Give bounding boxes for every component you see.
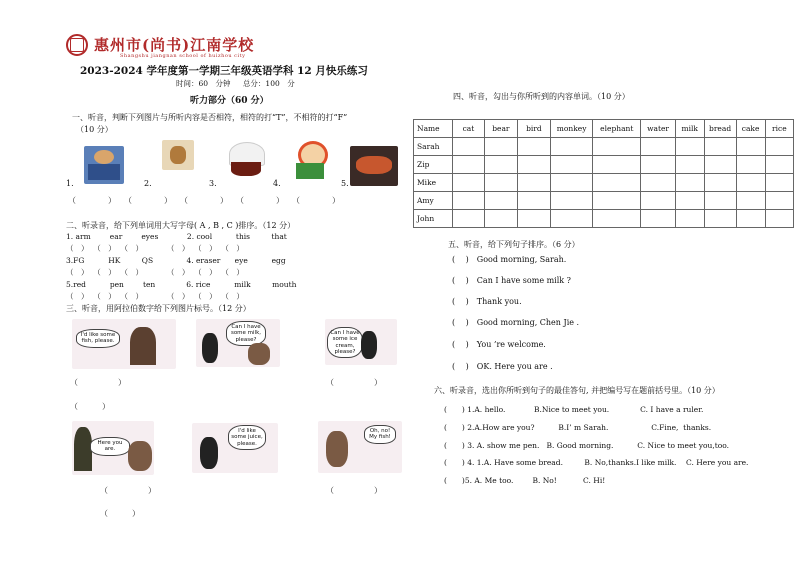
header-elephant: elephant [593,120,641,138]
header-name: Name [414,120,453,138]
q3-picture-2 [196,319,280,367]
q1-num-4: 4. [273,179,281,188]
table-row [414,174,794,192]
q3-picture-3 [325,319,397,365]
q3-answer-5[interactable]: （ ） [100,509,140,518]
q2-row-6[interactable]: （ ） （ ） （ ） （ ） （ ） （ ） [66,292,244,301]
q2-row-5: 5.red pen ten 6. rice milk mouth [66,280,297,289]
q5-item-4[interactable]: ( ) Good morning, Chen Jie . [452,318,580,327]
q1-picture-1 [84,146,124,184]
row-name: Amy [414,192,453,210]
q5-item-6[interactable]: ( ) OK. Here you are . [452,362,553,371]
q1-picture-4 [290,137,330,181]
q3-picture-5 [192,423,278,473]
q3-bubble-2: Can I have some milk, please? [226,321,266,346]
row-name: Mike [414,174,453,192]
q5-item-3[interactable]: ( ) Thank you. [452,297,522,306]
q5-item-2[interactable]: ( ) Can I have some milk ? [452,276,571,285]
q1-num-1: 1. [66,179,74,188]
header-rice: rice [765,120,793,138]
q3-picture-6 [318,421,402,473]
q3-bubble-4: Here you are. [90,437,130,456]
listening-title: 听力部分（60 分） [190,96,269,106]
q3-answer-1[interactable]: （ ） [70,378,126,387]
q3-answer-6[interactable]: （ ） [326,486,382,495]
q6-title: 六、听录音，选出你所听到句子的最佳答句, 并把编号写在题前括号里。（10 分） [434,386,720,395]
q4-title: 四、听音，勾出与你所听到的内容单词。（10 分） [453,92,630,101]
q2-row-3: 3.FG HK QS 4. eraser eye egg [66,256,286,265]
header-cat: cat [453,120,485,138]
header-bird: bird [518,120,551,138]
q6-item-2[interactable]: ( ) 2.A.How are you? B.I’ m Sarah. C.Fine, thanks. [444,423,712,432]
exam-score: 总分：100 分 [242,79,295,88]
table-row [414,138,794,156]
exam-meta [176,78,305,89]
q1-picture-5 [350,146,398,186]
q6-item-5[interactable]: ( )5. A. Me too. B. No! C. Hi! [444,476,606,485]
q2-row-4[interactable]: （ ） （ ） （ ） （ ） （ ） （ ） [66,268,244,277]
q6-item-4[interactable]: ( ) 4. 1.A. Have some bread. B. No,thanks.I like milk. C. Here you are. [444,458,749,467]
q6-item-1[interactable]: ( ) 1.A. hello. B.Nice to meet you. C. I have a ruler. [444,405,704,414]
q3-bubble-5: I'd like some juice, please. [228,425,266,450]
q3-answer-4[interactable]: （ ） [100,486,156,495]
header-cake: cake [736,120,765,138]
q1-num-3: 3. [209,179,217,188]
q3-answer-2[interactable]: （ ） [70,402,110,411]
table-row [414,210,794,228]
q3-title: 三、听音，用阿拉伯数字给下列图片标号。（12 分） [66,304,251,313]
header-bread: bread [704,120,736,138]
table-row [414,192,794,210]
q5-item-5[interactable]: ( ) You ’re welcome. [452,340,546,349]
row-name: Sarah [414,138,453,156]
q5-item-1[interactable]: ( ) Good morning, Sarah. [452,255,567,264]
header-milk: milk [675,120,704,138]
school-name-en: Shangshu jiangnan school of huizhou city [120,53,246,59]
q1-title: 一、听音，判断下列图片与所听内容是否相符，相符的打“T”，不相符的打“F” [72,113,348,122]
q3-bubble-1: I'd like some fish, please. [76,329,120,348]
q3-answer-3[interactable]: （ ） [326,378,382,387]
q2-row-1: 1. arm ear eyes 2. cool this that [66,232,287,241]
q6-item-3[interactable]: ( ) 3. A. show me pen. B. Good morning. C. Nice to meet you,too. [444,441,730,450]
q3-bubble-6: Oh, no! My fish! [364,425,396,444]
q1-answer-row[interactable]: （ ） （ ） （ ） （ ） （ ） [68,196,340,205]
exam-time: 时间：60 分钟 [176,79,231,88]
q1-picture-2 [162,140,194,170]
q5-title: 五、听音，给下列句子排序。（6 分） [448,240,580,249]
q3-bubble-3: Can I have some ice cream, please? [327,327,363,358]
q1-num-5: 5. [341,179,349,188]
header-monkey: monkey [550,120,593,138]
q3-picture-1 [72,319,176,369]
school-name-cn: 惠州市(尚书)江南学校 [94,36,255,54]
row-name: Zip [414,156,453,174]
q1-title-2: （10 分） [76,125,113,134]
q2-row-2[interactable]: （ ） （ ） （ ） （ ） （ ） （ ） [66,244,244,253]
q2-title: 二、听录音，给下列单词用大写字母( A , B , C )排序。（12 分） [66,221,296,230]
q3-picture-4 [72,421,154,475]
page-title: 2023-2024 学年度第一学期三年级英语学科 12 月快乐练习 [80,65,368,77]
header-bear: bear [484,120,517,138]
header-water: water [641,120,676,138]
table-row [414,156,794,174]
q4-table [413,119,794,228]
school-logo [66,34,88,56]
q1-num-2: 2. [144,179,152,188]
row-name: John [414,210,453,228]
q1-picture-3 [227,138,265,180]
table-header-row [414,120,794,138]
